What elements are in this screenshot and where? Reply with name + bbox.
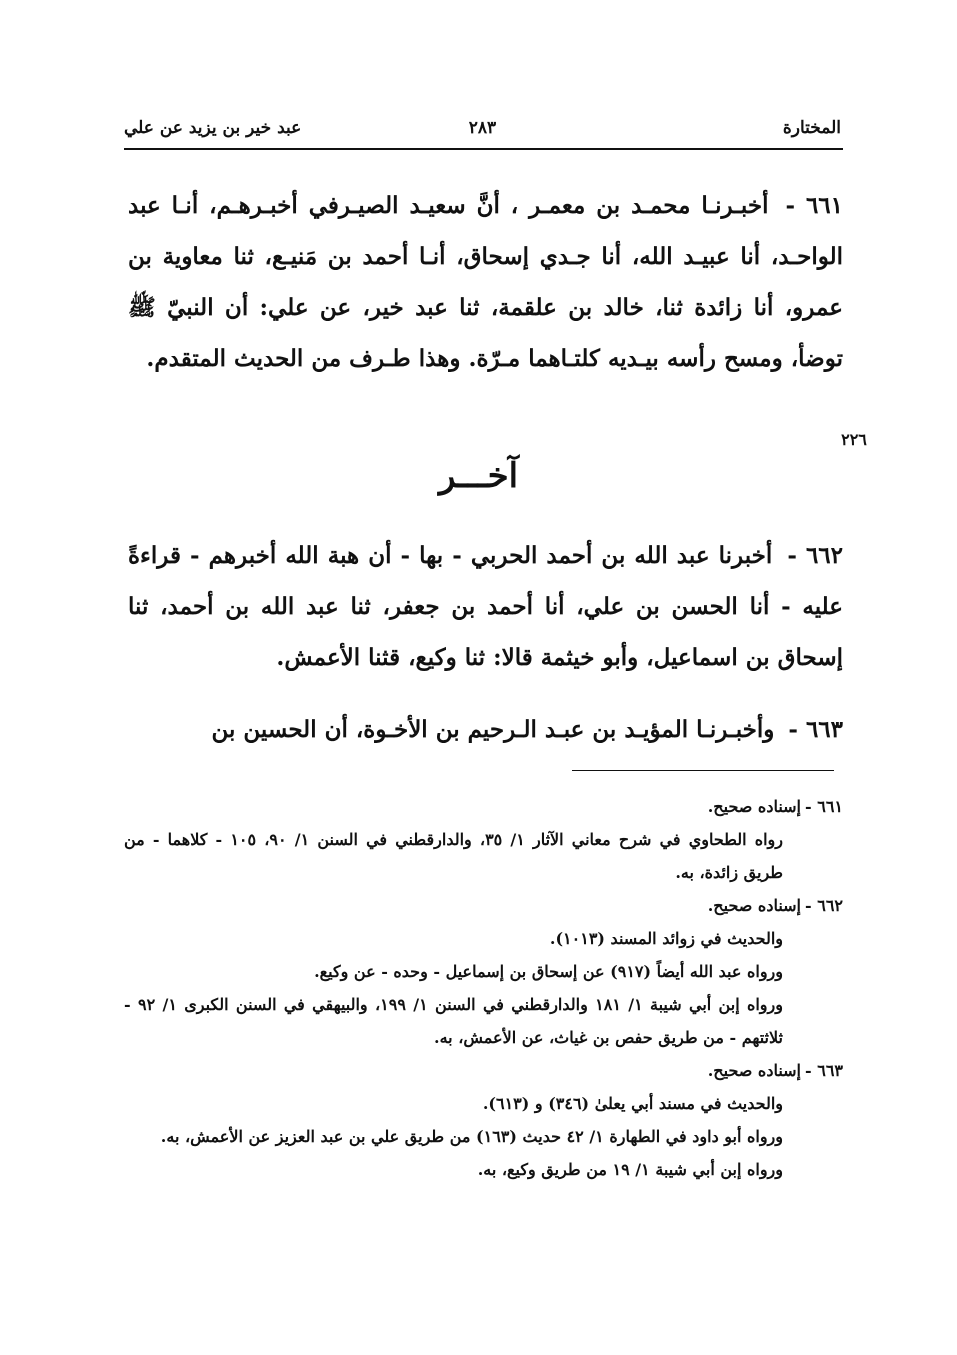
- footnote-number: ٦٦٢ -: [805, 896, 843, 915]
- footnote-line: ورواه إبن أبي شيبة ١/ ١٩ من طريق وكيع، به.: [477, 1160, 783, 1179]
- footnotes: [124, 790, 843, 1186]
- footnote-line: رواه الطحاوي في شرح معاني الآثار ١/ ٣٥، والدارقطني في السنن ١/ ٩٠، ١٠٥ - كلاهما - من طريق زائدة، به.: [124, 830, 784, 882]
- footnote-line: والحديث في زوائد المسند (١٠١٣).: [549, 929, 783, 948]
- section-title: آخـــر: [438, 456, 519, 496]
- footnote-rule: [572, 770, 834, 771]
- hadith-text: وأخبـرنـا المؤيـد بن عبـد الـرحيم بن الأخـوة، أن الحسين بن: [211, 716, 775, 743]
- hadith-text: أخبرنا عبد الله بن أحمد الحربي - بها - أن هبة الله أخبرهم - قراءةً عليه - أنا الحسن بن علي، أنا أحمد بن جعفر، ثنا عبد الله بن أحمد، ثنا إسحاق بن اسماعيل، وأبو خيثمة قالا: ثنا وكيع، قثنا الأعمش.: [128, 542, 843, 671]
- footnote-line: ورواه عبد الله أيضاً (٩١٧) عن إسحاق بن إسماعيل - وحده - عن وكيع.: [314, 962, 783, 981]
- footnote-663: [124, 1054, 843, 1186]
- hadith-663: [128, 704, 843, 755]
- footnote-line: والحديث في مسند أبي يعلىٰ (٣٤٦) و (٦١٣).: [482, 1094, 783, 1113]
- header-rule: [124, 148, 843, 150]
- footnote-line: ورواه إبن أبي شيبة ١/ ١٨١ والدارقطني في السنن ١/ ١٩٩، والبيهقي في السنن الكبرى ١/ ٩٢ - ثلاثتهم - من طريق حفص بن غياث، عن الأعمش، به.: [124, 995, 783, 1047]
- book-title: المختارة: [782, 118, 841, 138]
- hadith-number: ٦٦٢ -: [787, 542, 843, 569]
- hadith-662: [128, 530, 843, 683]
- page-number: ٢٨٣: [468, 118, 497, 138]
- hadith-number: ٦٦١ -: [785, 192, 843, 219]
- footnote-662: [124, 889, 843, 1054]
- hadith-number: ٦٦٣ -: [788, 716, 843, 743]
- hadith-661: [128, 180, 843, 384]
- chapter-title: عبد خير بن يزيد عن علي: [124, 118, 302, 138]
- hadith-text: أخبـرنـا محمـد بن معمـر ، أنَّ سعيـد الصيـرفي أخبـرهـم، أنـا عبد الواحـد، أنا عبيـد الله، أنا جـدي إسحاق، أنـا أحمد بن مَنيـع، ثنا معاوية بن عمرو، أنا زائدة ثنا، خالد بن علقمة، ثنا عبد خير، عن علي: أن النبيّ ﷺ توضأ، ومسح رأسه بيـديه كلتـاهما مـرّة. وهذا طـرف من الحديث المتقدم.: [128, 192, 843, 372]
- footnote-number: ٦٦١ -: [805, 797, 843, 816]
- margin-number: ٢٢٦: [841, 430, 867, 449]
- running-header: [124, 112, 841, 148]
- footnote-head: إسناده صحيح.: [707, 896, 801, 915]
- footnote-line: ورواه أبو داود في الطهارة ١/ ٤٢ حديث (١٦٣) من طريق علي بن عبد العزيز عن الأعمش، به.: [160, 1127, 783, 1146]
- footnote-head: إسناده صحيح.: [707, 797, 801, 816]
- footnote-head: إسناده صحيح.: [707, 1061, 801, 1080]
- footnote-661: [124, 790, 843, 889]
- footnote-number: ٦٦٣ -: [805, 1061, 843, 1080]
